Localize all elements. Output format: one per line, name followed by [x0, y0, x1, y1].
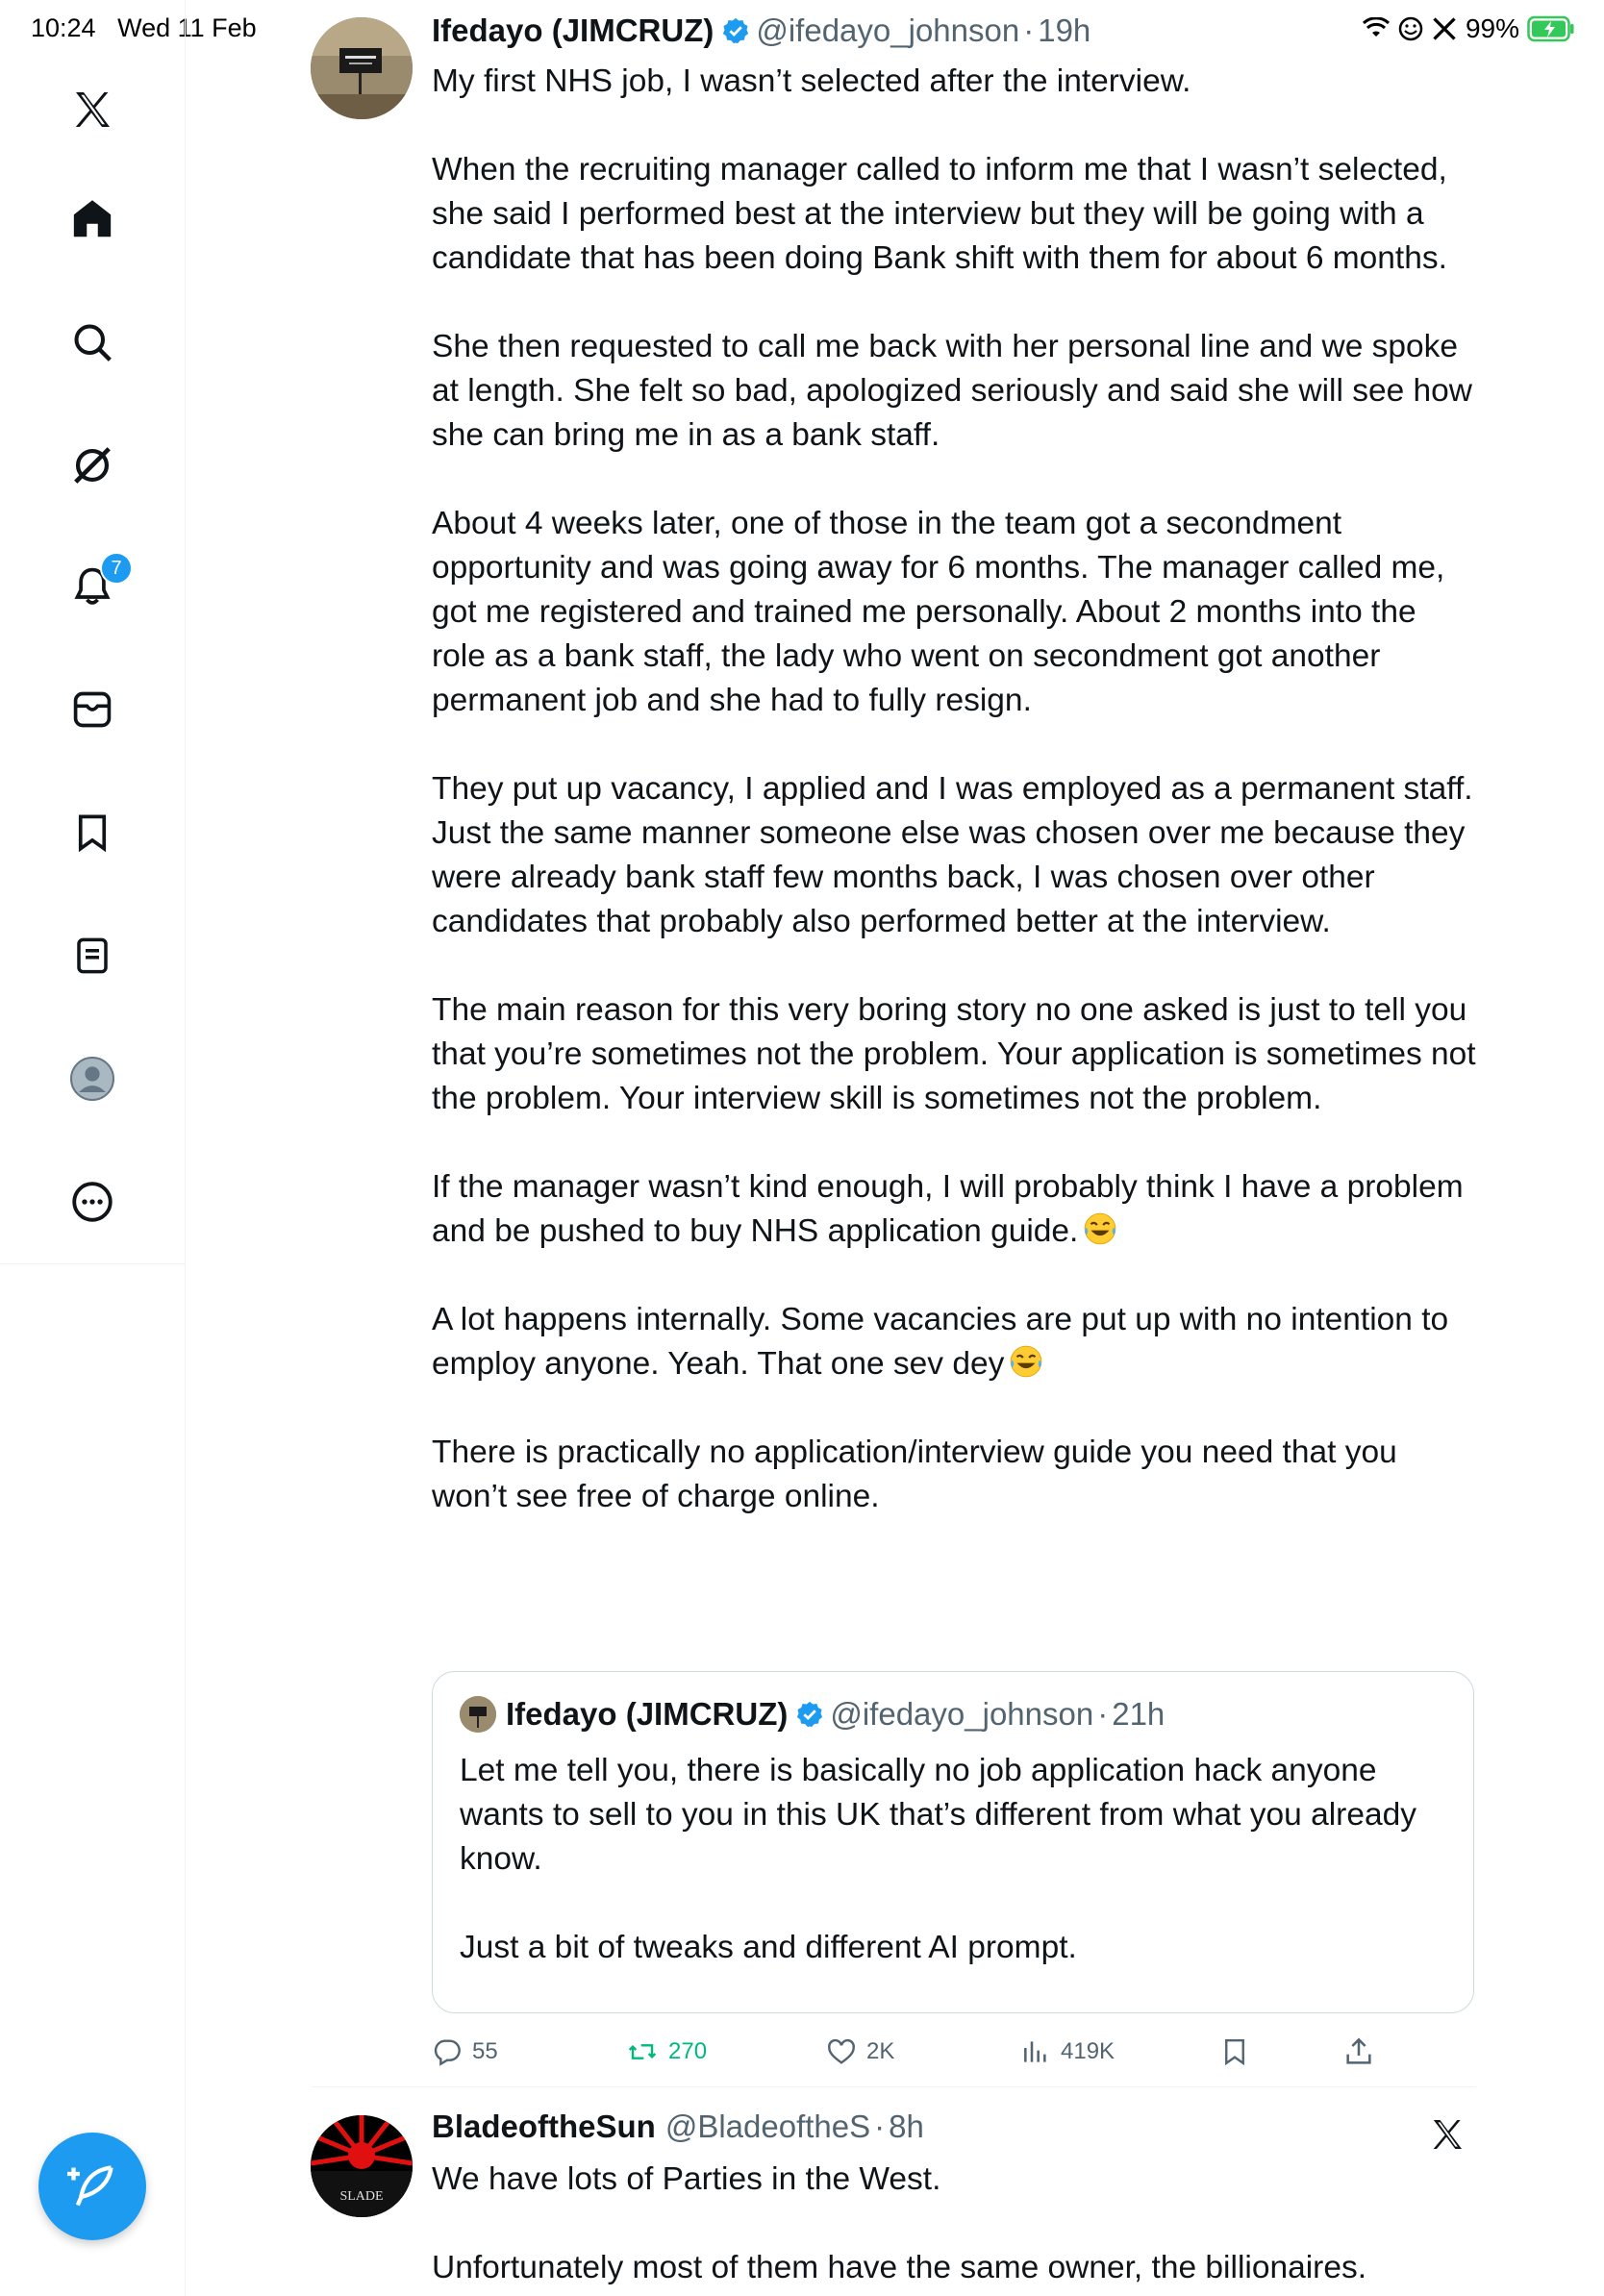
x-logo-icon [1428, 2115, 1466, 2159]
more-icon[interactable] [54, 1163, 131, 1240]
tweet-paragraph: If the manager wasn’t kind enough, I will probably think I have a problem and be pushed to buy NHS application guide. [432, 1169, 1472, 1249]
author-handle[interactable]: @ifedayo_johnson [756, 12, 1020, 48]
compose-button[interactable] [38, 2133, 146, 2240]
separator-dot: · [1097, 1696, 1109, 1732]
notification-badge: 7 [100, 552, 133, 585]
tweet-paragraph: About 4 weeks later, one of those in the team got a secondment opportunity and was going away for 6 months. The manager called me, got me registered and trained me personally. About 2 months into the role as a bank staff, the lady who went on secondment got another permanent job and she had to fully resign. [432, 506, 1454, 718]
tweet-paragraph: Unfortunately most of them have the same owner, the billionaires. [432, 2250, 1367, 2285]
tweet-header [432, 2109, 1476, 2144]
tweet-paragraph: There is practically no application/interview guide you need that you won’t see free of charge online. [432, 1435, 1407, 1514]
quoted-tweet-paragraph: Just a bit of tweaks and different AI prompt. [460, 1930, 1077, 1965]
author-avatar[interactable] [311, 2115, 413, 2217]
battery-percent: 99% [1465, 13, 1519, 43]
verified-badge-icon [721, 16, 750, 45]
quoted-tweet[interactable] [432, 1671, 1474, 2013]
quoted-author-name: Ifedayo (JIMCRUZ) [506, 1696, 789, 1732]
like-count: 2K [866, 2038, 895, 2064]
laughing-tears-emoji-icon [1008, 1343, 1044, 1380]
share-button[interactable] [1343, 2033, 1374, 2071]
tweet-actions [432, 2033, 1476, 2071]
views-count: 419K [1061, 2038, 1115, 2064]
tweet-body [432, 2106, 1476, 2290]
search-icon[interactable] [54, 304, 131, 381]
separator-dot: · [874, 2109, 886, 2144]
tweet-paragraph: She then requested to call me back with her personal line and we spoke at length. She felt so bad, apologized seriously and said she will see how she can bring me in as a bank staff. [432, 329, 1482, 453]
quoted-author-avatar [460, 1696, 496, 1733]
tweet-paragraph: My first NHS job, I wasn’t selected after the interview. [432, 63, 1191, 99]
quoted-tweet-text [460, 1749, 1450, 2014]
repost-icon [626, 2036, 659, 2067]
sidebar [0, 0, 186, 2296]
views-button[interactable] [1020, 2033, 1115, 2071]
quoted-author-handle: @ifedayo_johnson [830, 1696, 1094, 1732]
tweet-header [432, 13, 1476, 48]
author-avatar[interactable] [311, 17, 413, 119]
messages-icon[interactable] [54, 671, 131, 748]
tweet-time[interactable]: 19h [1038, 12, 1091, 48]
verified-badge-icon [795, 1700, 824, 1729]
battery-charging-icon [1527, 15, 1575, 42]
share-icon [1343, 2036, 1374, 2067]
grok-icon[interactable] [54, 427, 131, 504]
compose-feather-icon [67, 2161, 117, 2211]
repost-button[interactable] [626, 2033, 707, 2071]
status-time: 10:24 Wed 11 Feb [31, 13, 257, 42]
tweet-body [432, 12, 1485, 1519]
author-name[interactable]: Ifedayo (JIMCRUZ) [432, 12, 714, 48]
tweet-paragraph: The main reason for this very boring story no one asked is just to tell you that you’re sometimes not the problem. Your application is sometimes not the problem. Your interview skill is sometimes not the problem. [432, 992, 1485, 1116]
sidebar-divider [0, 1263, 185, 1264]
tweet-paragraph: They put up vacancy, I applied and I was employed as a permanent staff. Just the same manner someone else was chosen over me because they were already bank staff few months back, I was chosen over other candidates that probably also performed better at the interview. [432, 771, 1482, 939]
quoted-tweet-header [460, 1695, 1165, 1734]
reply-icon [432, 2036, 463, 2067]
svg-text:SLADE: SLADE [339, 2189, 384, 2204]
x-logo-icon[interactable] [54, 71, 131, 148]
profile-avatar-icon[interactable] [54, 1040, 131, 1117]
author-handle[interactable]: @BladeoftheS [664, 2109, 871, 2144]
tweet-time[interactable]: 8h [889, 2109, 924, 2144]
quoted-tweet-paragraph: Let me tell you, there is basically no job application hack anyone wants to sell to you in this UK that’s different from what you already know. [460, 1753, 1426, 1877]
repost-count: 270 [668, 2038, 708, 2064]
tweet-paragraph: When the recruiting manager called to inform me that I wasn’t selected, she said I performed best at the interview but they will be going with a candidate that has been doing Bank shift with them for about 6 months. [432, 152, 1457, 276]
lists-icon[interactable] [54, 917, 131, 994]
tweet-paragraph: A lot happens internally. Some vacancies are put up with no intention to employ anyone. Yeah. That one sev dey [432, 1302, 1458, 1382]
quoted-tweet-time: 21h [1112, 1696, 1165, 1732]
like-button[interactable] [826, 2033, 894, 2071]
tweet-divider [311, 2086, 1476, 2087]
analytics-icon [1020, 2036, 1051, 2067]
reply-button[interactable] [432, 2033, 498, 2071]
bookmarks-icon[interactable] [54, 794, 131, 871]
bookmark-button[interactable] [1220, 2033, 1249, 2071]
heart-icon [826, 2036, 857, 2067]
notifications-icon[interactable] [54, 548, 131, 625]
tweet-text [432, 60, 1485, 1519]
separator-dot: · [1023, 12, 1035, 48]
tweet-text [432, 2158, 1476, 2290]
bookmark-icon [1220, 2036, 1249, 2067]
laughing-tears-emoji-icon [1082, 1210, 1118, 1247]
reply-count: 55 [472, 2038, 498, 2064]
author-name[interactable]: BladeoftheSun [432, 2109, 656, 2144]
tweet-paragraph: We have lots of Parties in the West. [432, 2161, 941, 2197]
home-icon[interactable] [54, 181, 131, 258]
